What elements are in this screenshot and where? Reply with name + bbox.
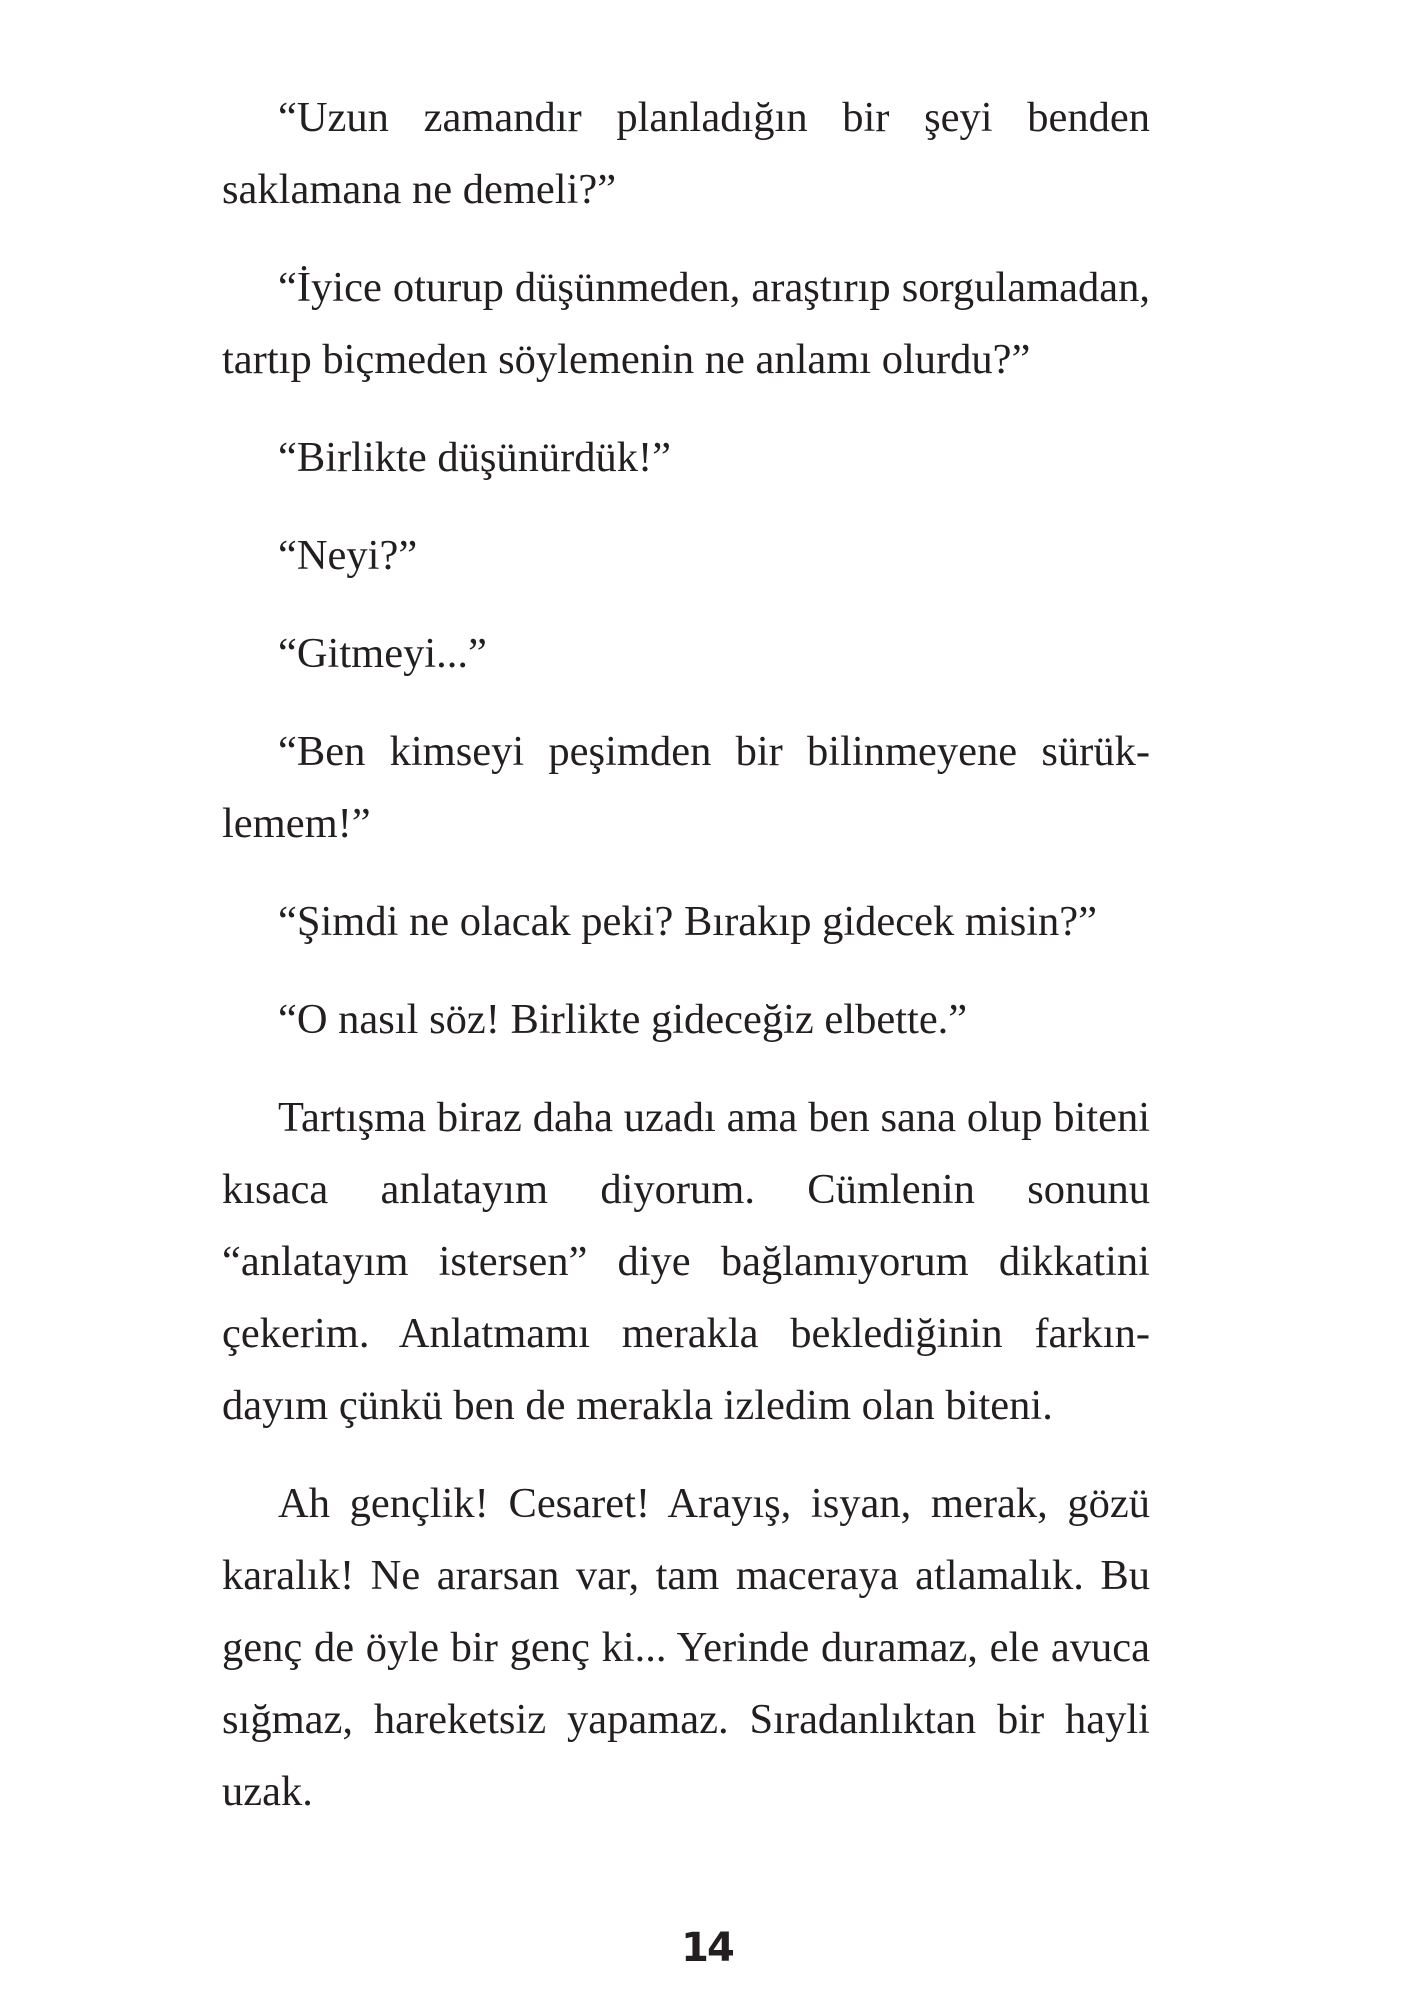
paragraph-6: “Ben kimseyi peşimden bir bilinmeyene sürüklemem!” [222, 728, 1150, 847]
paragraph-10: Ah gençlik! Cesaret! Arayış, isyan, merak, gözü karalık! Ne ararsan var, tam maceraya atlamalık. Bu genç de öyle bir genç ki... Yerinde duramaz, ele avuca sığmaz, hareketsiz yapamaz. Sıradanlıktan bir hayli uzak. [222, 1480, 1150, 1815]
paragraph-1: “Uzun zamandır planladığın bir şeyi benden saklamana ne demeli?” [222, 94, 1150, 213]
paragraph-9: Tartışma biraz daha uzadı ama ben sana olup biteni kısaca anlatayım diyorum. Cümlenin sonunu “anlatayım istersen” diye bağlamıyorum dikkatini çekerim. Anlatmamı merakla beklediğinin farkındayım çünkü ben de merakla izledim olan biteni. [222, 1094, 1150, 1429]
paragraph-2: “İyice oturup düşünmeden, araştırıp sorgulamadan, tartıp biçmeden söylemenin ne anlamı olurdu?” [222, 264, 1150, 383]
paragraph-8: “O nasıl söz! Birlikte gideceğiz elbette.” [278, 996, 968, 1043]
paragraph-5: “Gitmeyi...” [278, 630, 487, 677]
paragraph-7: “Şimdi ne olacak peki? Bırakıp gidecek misin?” [278, 898, 1098, 945]
paragraph-3: “Birlikte düşünürdük!” [278, 434, 672, 481]
page-body [222, 82, 1150, 1828]
page-number: 14 [681, 1925, 733, 1971]
paragraph-4: “Neyi?” [278, 532, 418, 579]
